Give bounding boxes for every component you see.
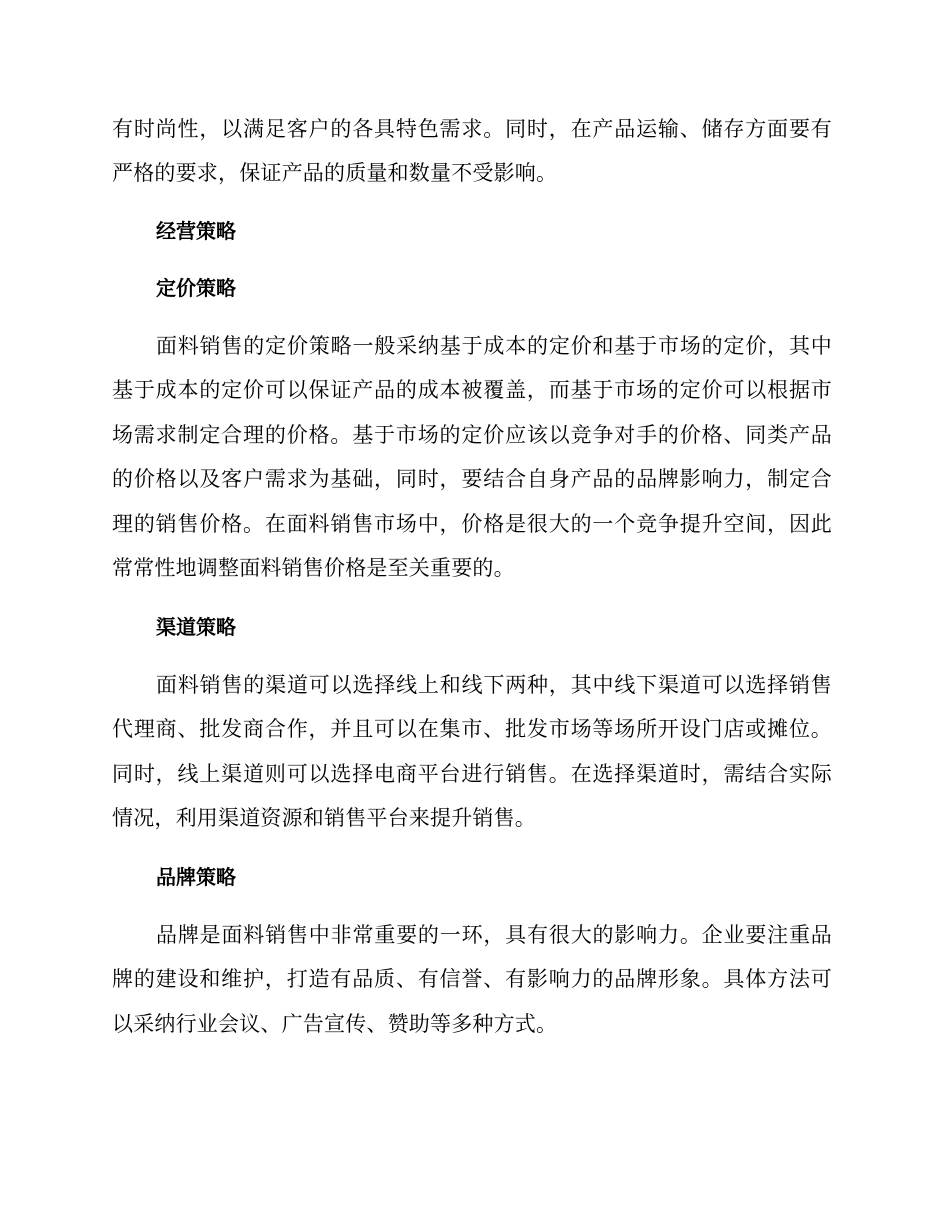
brand-line-3: 以采纳行业会议、广告宣传、赞助等多种方式。 — [112, 1012, 558, 1036]
intro-line-2: 严格的要求，保证产品的质量和数量不受影响。 — [112, 161, 558, 185]
brand-line-2: 牌的建设和维护，打造有品质、有信誉、有影响力的品牌形象。具体方法可 — [112, 967, 832, 991]
pricing-line-5: 理的销售价格。在面料销售市场中，价格是很大的一个竞争提升空间，因此 — [112, 512, 832, 536]
pricing-line-4: 的价格以及客户需求为基础，同时，要结合自身产品的品牌影响力，制定合 — [112, 467, 832, 491]
pricing-line-2: 基于成本的定价可以保证产品的成本被覆盖，而基于市场的定价可以根据市 — [112, 378, 832, 402]
pricing-line-6: 常常性地调整面料销售价格是至关重要的。 — [112, 556, 515, 580]
brand-line-1: 品牌是面料销售中非常重要的一环，具有很大的影响力。企业要注重品 — [156, 923, 832, 947]
pricing-line-3: 场需求制定合理的价格。基于市场的定价应该以竞争对手的价格、同类产品 — [112, 423, 832, 447]
channel-line-2: 代理商、批发商合作，并且可以在集市、批发市场等场所开设门店或摊位。 — [112, 717, 832, 741]
heading-pricing-strategy: 定价策略 — [156, 276, 236, 300]
heading-brand-strategy: 品牌策略 — [156, 865, 236, 889]
channel-line-3: 同时，线上渠道则可以选择电商平台进行销售。在选择渠道时，需结合实际 — [112, 762, 832, 786]
intro-line-1: 有时尚性，以满足客户的各具特色需求。同时，在产品运输、储存方面要有 — [112, 117, 832, 141]
pricing-line-1: 面料销售的定价策略一般采纳基于成本的定价和基于市场的定价，其中 — [156, 334, 832, 358]
heading-channel-strategy: 渠道策略 — [156, 615, 236, 639]
heading-business-strategy: 经营策略 — [156, 219, 236, 243]
channel-line-4: 情况，利用渠道资源和销售平台来提升销售。 — [112, 806, 536, 830]
channel-line-1: 面料销售的渠道可以选择线上和线下两种，其中线下渠道可以选择销售 — [156, 673, 832, 697]
